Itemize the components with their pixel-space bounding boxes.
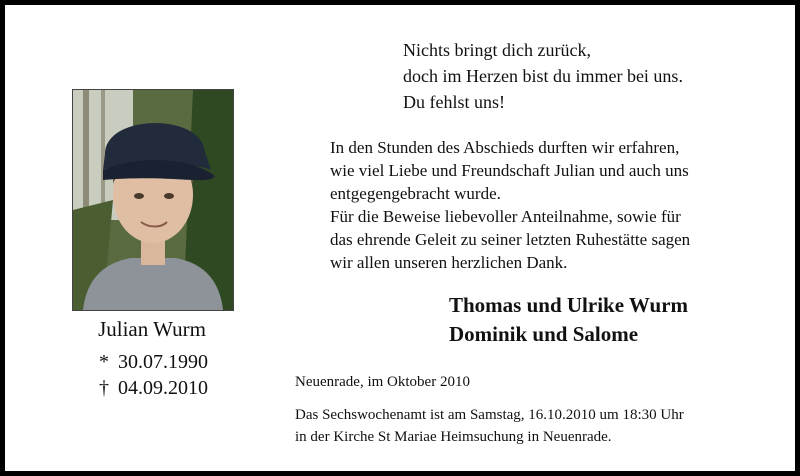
portrait-photo bbox=[72, 89, 234, 311]
place-date: Neuenrade, im Oktober 2010 bbox=[295, 374, 470, 390]
life-dates bbox=[95, 349, 208, 401]
deceased-name: Julian Wurm bbox=[98, 317, 206, 341]
thank-you-text: In den Stunden des Abschieds durften wir erfahren, wie viel Liebe und Freundschaft Julian und auch uns entgegengebracht wurde. Für die Beweise liebevoller Anteilnahme, sowie für das ehrende Geleit zu seiner letzten Ruhestätte sagen wir allen unseren herzlichen Dank. bbox=[330, 138, 691, 272]
birth-line bbox=[95, 349, 208, 375]
birth-star-icon: * bbox=[99, 351, 109, 373]
family-names: Thomas und Ulrike Wurm Dominik und Salome bbox=[449, 293, 689, 346]
death-cross-icon: † bbox=[99, 377, 109, 399]
memorial-verse: Nichts bringt dich zurück, doch im Herzen bist du immer bei uns. Du fehlst uns! bbox=[403, 40, 683, 112]
death-line bbox=[95, 375, 208, 401]
death-date: 04.09.2010 bbox=[118, 377, 208, 399]
service-announcement: Das Sechswochenamt ist am Samstag, 16.10.2010 um 18:30 Uhr in der Kirche St Mariae Heimsuchung in Neuenrade. bbox=[295, 407, 684, 445]
birth-date: 30.07.1990 bbox=[118, 351, 208, 373]
